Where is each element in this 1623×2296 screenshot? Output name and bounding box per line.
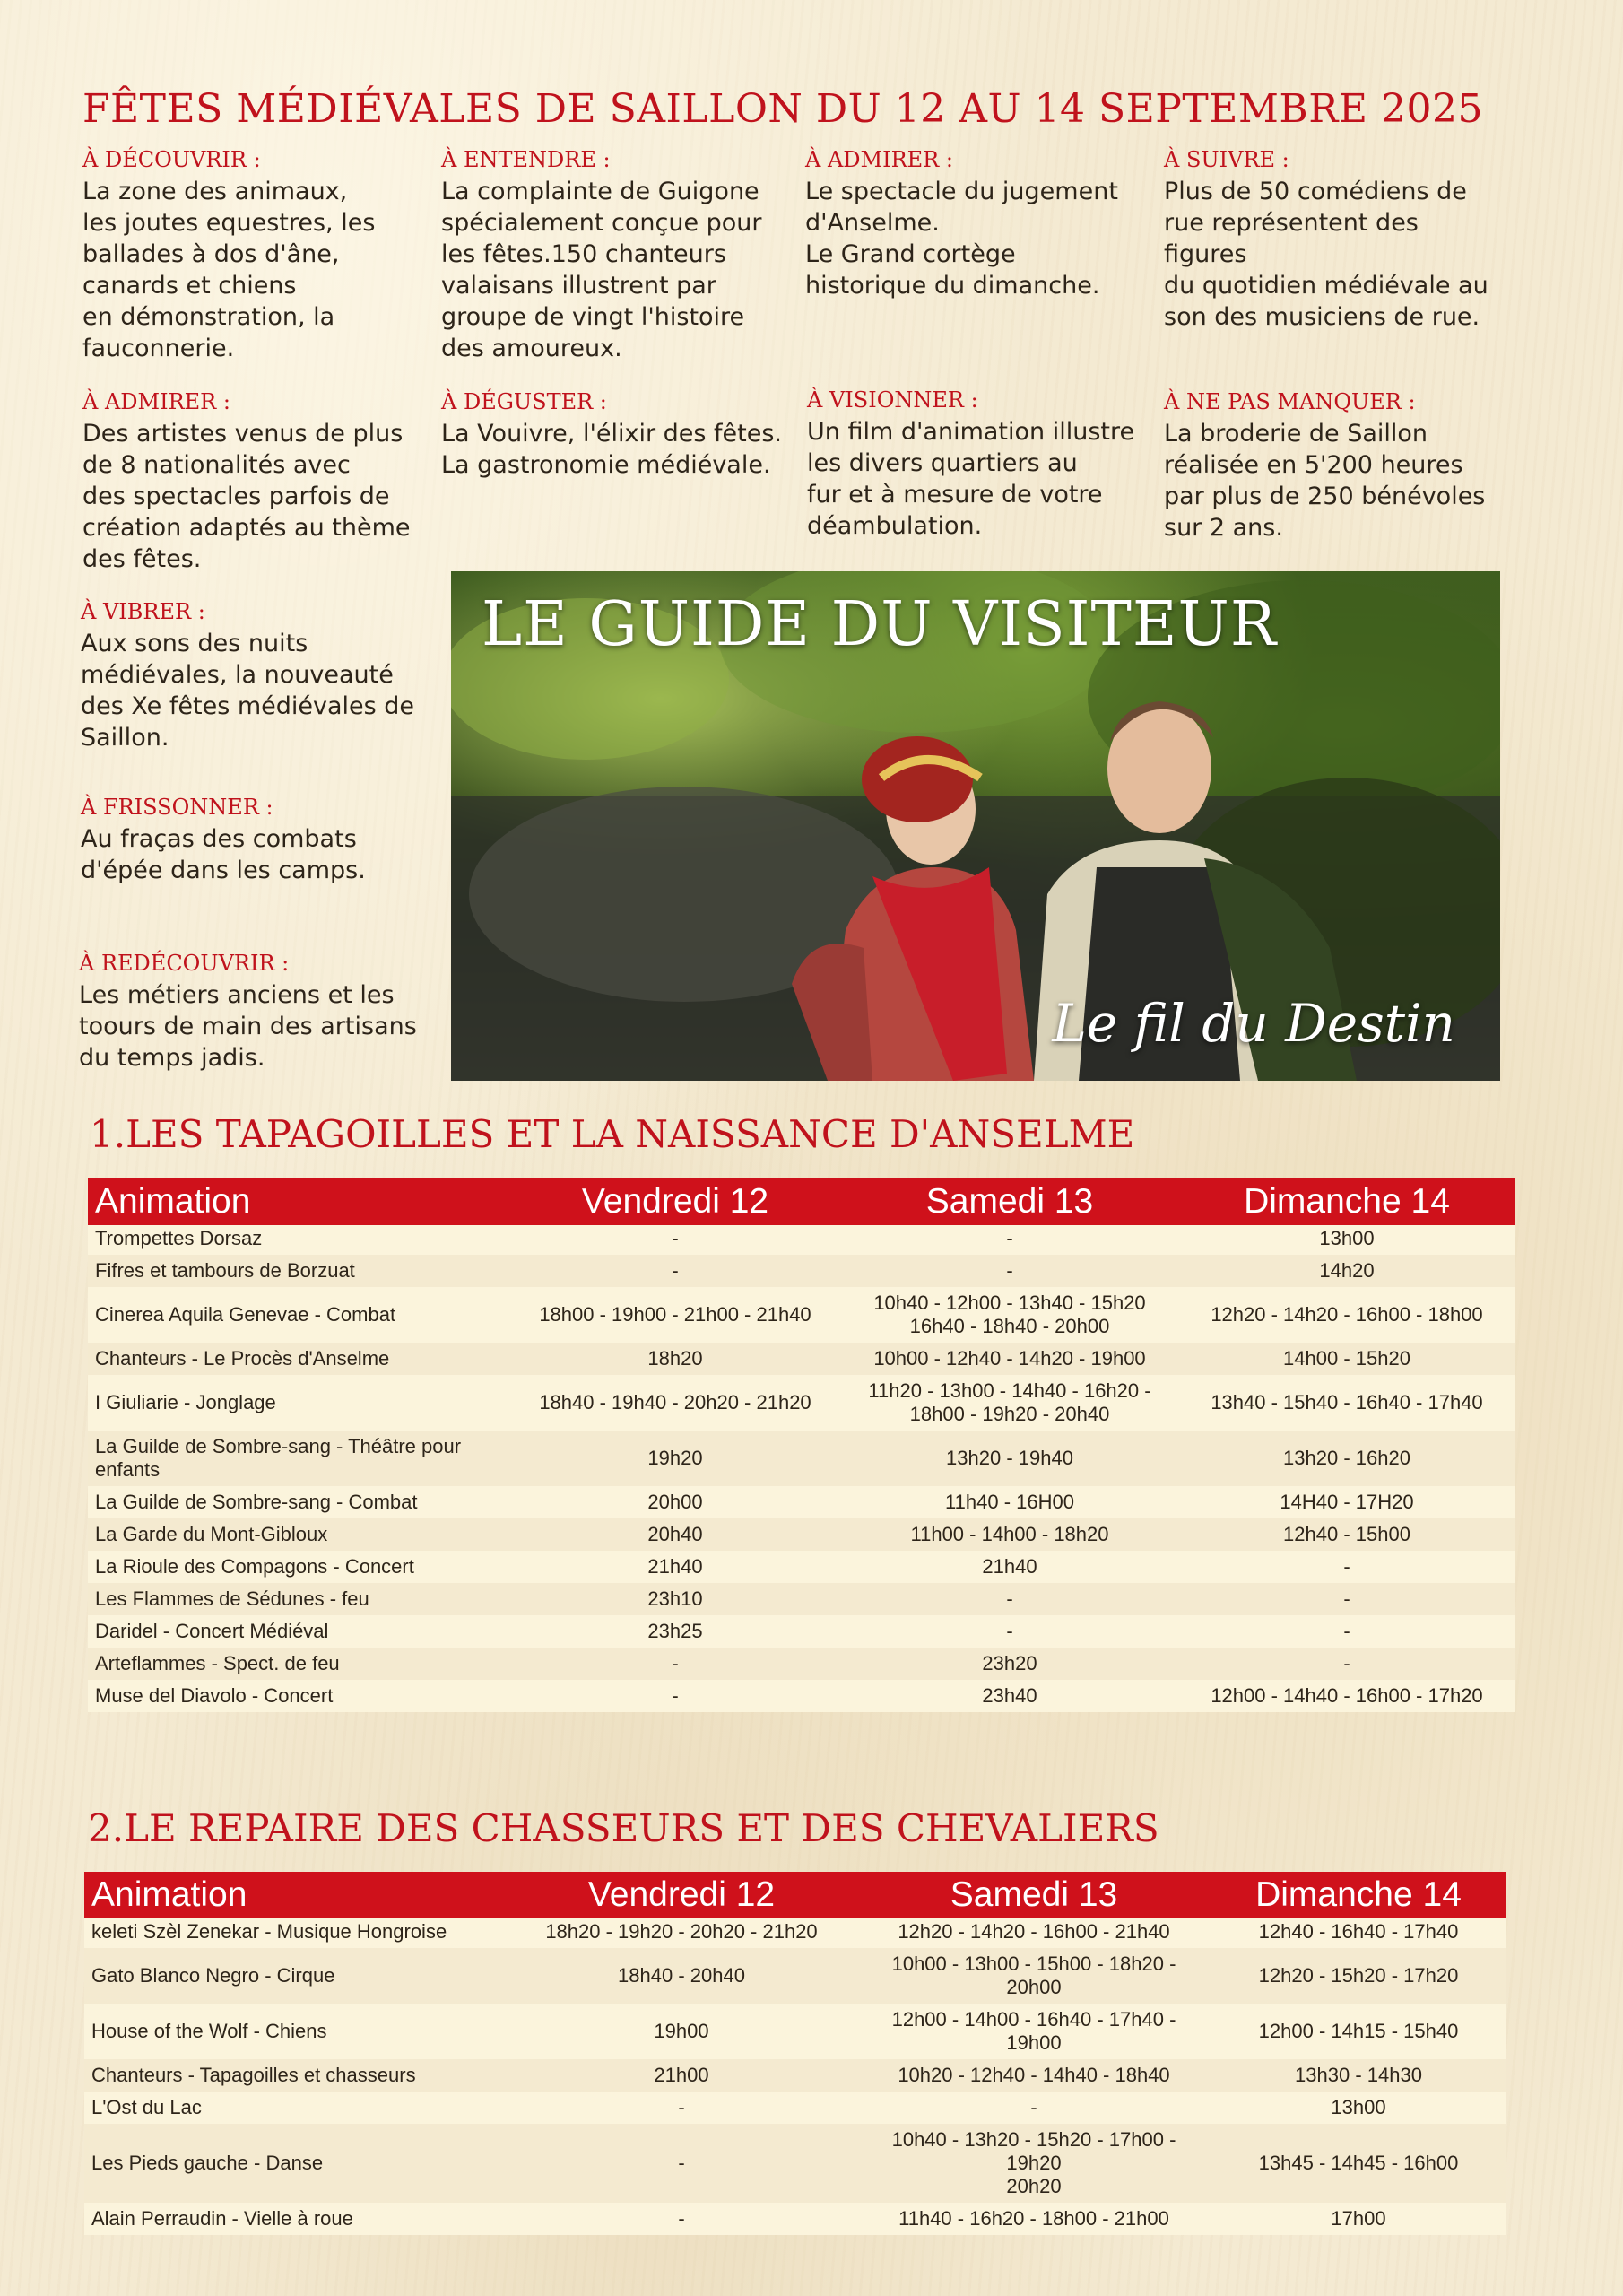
block-text: Les métiers anciens et les toours de main des artisans du temps jadis. (79, 981, 417, 1072)
block-text: La complainte de Guigone spécialement conçue pour les fêtes.150 chanteurs valaisans illustrent par groupe de vingt l'histoire des amoureux. (441, 178, 762, 362)
schedule-time-cell: - (1178, 1583, 1515, 1615)
table-row (88, 1615, 1515, 1648)
table-row (88, 1225, 1515, 1255)
schedule-time-cell: 13h20 - 19h40 (841, 1431, 1178, 1486)
block-text: La Vouivre, l'élixir des fêtes. La gastronomie médiévale. (441, 420, 783, 479)
schedule-time-cell: 10h20 - 12h40 - 14h40 - 18h40 (857, 2059, 1211, 2092)
schedule-time-cell: - (509, 1680, 841, 1712)
schedule-time-cell: 14h20 (1178, 1255, 1515, 1287)
block-heading: À VISIONNER : (807, 387, 978, 413)
schedule-time-cell: 18h00 - 19h00 - 21h00 - 21h40 (509, 1287, 841, 1343)
schedule-time-cell: - (857, 2092, 1211, 2124)
animation-name-cell: Gato Blanco Negro - Cirque (84, 1948, 506, 2004)
block-text: Aux sons des nuits médiévales, la nouveauté des Xe fêtes médiévales de Saillon. (81, 630, 415, 752)
hero-photo (451, 571, 1500, 1081)
animation-name-cell: La Garde du Mont-Gibloux (88, 1518, 509, 1551)
animation-name-cell: Les Flammes de Sédunes - feu (88, 1583, 509, 1615)
block-heading: À FRISSONNER : (81, 795, 273, 820)
animation-name-cell: L'Ost du Lac (84, 2092, 506, 2124)
schedule-time-cell: - (841, 1583, 1178, 1615)
schedule-time-cell: 14H40 - 17H20 (1178, 1486, 1515, 1518)
table-row (88, 1486, 1515, 1518)
table-row (84, 2059, 1506, 2092)
intro-block-entendre (441, 147, 782, 364)
column-header: Vendredi 12 (509, 1178, 841, 1225)
schedule-time-cell: - (841, 1615, 1178, 1648)
block-heading: À ADMIRER : (805, 147, 953, 172)
block-text: Au fraças des combats d'épée dans les camps. (81, 825, 366, 884)
table-row (88, 1551, 1515, 1583)
column-header: Vendredi 12 (506, 1872, 857, 1918)
column-header: Samedi 13 (857, 1872, 1211, 1918)
schedule-time-cell: 13h40 - 15h40 - 16h40 - 17h40 (1178, 1375, 1515, 1431)
animation-name-cell: La Guilde de Sombre-sang - Combat (88, 1486, 509, 1518)
schedule-time-cell: 23h10 (509, 1583, 841, 1615)
animation-name-cell: Cinerea Aquila Genevae - Combat (88, 1287, 509, 1343)
schedule-time-cell: - (506, 2092, 857, 2124)
schedule-time-cell: 21h00 (506, 2059, 857, 2092)
schedule-time-cell: 23h25 (509, 1615, 841, 1648)
schedule-time-cell: 14h00 - 15h20 (1178, 1343, 1515, 1375)
hero-title: LE GUIDE DU VISITEUR (482, 589, 1278, 660)
table-row (84, 2004, 1506, 2059)
section-2-title: 2.LE REPAIRE DES CHASSEURS ET DES CHEVALIERS (88, 1806, 1159, 1850)
intro-block-suivre (1164, 147, 1505, 333)
schedule-time-cell: - (506, 2124, 857, 2203)
table-row (88, 1431, 1515, 1486)
schedule-time-cell: 10h00 - 13h00 - 15h00 - 18h20 - 20h00 (857, 1948, 1211, 2004)
schedule-time-cell: 18h20 - 19h20 - 20h20 - 21h20 (506, 1918, 857, 1948)
schedule-time-cell: 12h20 - 14h20 - 16h00 - 18h00 (1178, 1287, 1515, 1343)
animation-name-cell: Alain Perraudin - Vielle à roue (84, 2203, 506, 2235)
table-row (84, 2124, 1506, 2203)
schedule-time-cell: 12h40 - 15h00 (1178, 1518, 1515, 1551)
schedule-time-cell: 12h40 - 16h40 - 17h40 (1211, 1918, 1506, 1948)
block-heading: À VIBRER : (81, 599, 205, 624)
intro-block-ne-pas-manquer (1164, 389, 1505, 544)
table-row (88, 1287, 1515, 1343)
animation-name-cell: Fifres et tambours de Borzuat (88, 1255, 509, 1287)
animation-name-cell: La Guilde de Sombre-sang - Théâtre pour enfants (88, 1431, 509, 1486)
table-row (84, 2203, 1506, 2235)
intro-block-admirer-1 (805, 147, 1146, 301)
table-row (84, 1918, 1506, 1948)
schedule-time-cell: 18h40 - 19h40 - 20h20 - 21h20 (509, 1375, 841, 1431)
column-header: Samedi 13 (841, 1178, 1178, 1225)
block-text: Plus de 50 comédiens de rue représentent des figures du quotidien médiévale au son des musiciens de rue. (1164, 178, 1488, 331)
animation-name-cell: Chanteurs - Le Procès d'Anselme (88, 1343, 509, 1375)
animation-name-cell: keleti Szèl Zenekar - Musique Hongroise (84, 1918, 506, 1948)
table-row (88, 1648, 1515, 1680)
animation-name-cell: Daridel - Concert Médiéval (88, 1615, 509, 1648)
schedule-time-cell: - (509, 1648, 841, 1680)
schedule-time-cell: 13h20 - 16h20 (1178, 1431, 1515, 1486)
schedule-time-cell: - (506, 2203, 857, 2235)
section-1-title: 1.LES TAPAGOILLES ET LA NAISSANCE D'ANSELME (90, 1112, 1135, 1156)
intro-block-frissonner (81, 795, 421, 886)
schedule-time-cell: - (509, 1225, 841, 1255)
schedule-time-cell: 11h40 - 16h20 - 18h00 - 21h00 (857, 2203, 1211, 2235)
intro-block-visionner (807, 387, 1148, 542)
schedule-time-cell: 12h00 - 14h00 - 16h40 - 17h40 - 19h00 (857, 2004, 1211, 2059)
animation-name-cell: House of the Wolf - Chiens (84, 2004, 506, 2059)
animation-name-cell: La Rioule des Compagons - Concert (88, 1551, 509, 1583)
block-heading: À ADMIRER : (82, 389, 230, 414)
block-text: Un film d'animation illustre les divers quartiers au fur et à mesure de votre déambulation. (807, 418, 1135, 540)
schedule-time-cell: 10h40 - 13h20 - 15h20 - 17h00 - 19h20 20h20 (857, 2124, 1211, 2203)
animation-name-cell: Trompettes Dorsaz (88, 1225, 509, 1255)
intro-block-decouvrir (82, 147, 423, 364)
schedule-time-cell: 11h40 - 16H00 (841, 1486, 1178, 1518)
table-row (84, 2092, 1506, 2124)
block-heading: À SUIVRE : (1164, 147, 1289, 172)
column-header: Dimanche 14 (1178, 1178, 1515, 1225)
animation-name-cell: Les Pieds gauche - Danse (84, 2124, 506, 2203)
schedule-time-cell: 12h20 - 15h20 - 17h20 (1211, 1948, 1506, 2004)
schedule-time-cell: 13h00 (1211, 2092, 1506, 2124)
animation-name-cell: Chanteurs - Tapagoilles et chasseurs (84, 2059, 506, 2092)
table-row (88, 1375, 1515, 1431)
table-row (88, 1518, 1515, 1551)
block-text: La broderie de Saillon réalisée en 5'200 heures par plus de 250 bénévoles sur 2 ans. (1164, 420, 1486, 542)
schedule-time-cell: - (1178, 1551, 1515, 1583)
schedule-table-1 (88, 1178, 1515, 1715)
schedule-time-cell: - (841, 1255, 1178, 1287)
schedule-time-cell: 12h00 - 14h15 - 15h40 (1211, 2004, 1506, 2059)
block-text: La zone des animaux, les joutes equestres, les ballades à dos d'âne, canards et chiens en démonstration, la fauconnerie. (82, 178, 376, 362)
table-header-row (88, 1178, 1515, 1225)
column-header: Animation (88, 1178, 509, 1225)
table-header-row (84, 1872, 1506, 1918)
schedule-time-cell: 10h00 - 12h40 - 14h20 - 19h00 (841, 1343, 1178, 1375)
column-header: Dimanche 14 (1211, 1872, 1506, 1918)
schedule-time-cell: - (1178, 1648, 1515, 1680)
table-row (88, 1583, 1515, 1615)
block-text: Des artistes venus de plus de 8 nationalités avec des spectacles parfois de création adaptés au thème des fêtes. (82, 420, 411, 573)
schedule-time-cell: 11h20 - 13h00 - 14h40 - 16h20 - 18h00 - 19h20 - 20h40 (841, 1375, 1178, 1431)
animation-name-cell: Muse del Diavolo - Concert (88, 1680, 509, 1712)
intro-block-admirer-2 (82, 389, 423, 575)
schedule-time-cell: 19h00 (506, 2004, 857, 2059)
schedule-time-cell: 21h40 (509, 1551, 841, 1583)
schedule-time-cell: 13h45 - 14h45 - 16h00 (1211, 2124, 1506, 2203)
hero-subtitle: Le fil du Destin (1052, 993, 1455, 1054)
schedule-time-cell: 13h00 (1178, 1225, 1515, 1255)
schedule-time-cell: 10h40 - 12h00 - 13h40 - 15h20 16h40 - 18h40 - 20h00 (841, 1287, 1178, 1343)
schedule-time-cell: 13h30 - 14h30 (1211, 2059, 1506, 2092)
schedule-time-cell: 23h40 (841, 1680, 1178, 1712)
schedule-time-cell: 23h20 (841, 1648, 1178, 1680)
schedule-time-cell: 12h20 - 14h20 - 16h00 - 21h40 (857, 1918, 1211, 1948)
table-row (88, 1343, 1515, 1375)
schedule-time-cell: 18h20 (509, 1343, 841, 1375)
block-heading: À REDÉCOUVRIR : (79, 951, 290, 976)
schedule-time-cell: 20h40 (509, 1518, 841, 1551)
block-heading: À DÉCOUVRIR : (82, 147, 261, 172)
schedule-time-cell: - (841, 1225, 1178, 1255)
table-row (88, 1680, 1515, 1712)
table-row (84, 1948, 1506, 2004)
schedule-time-cell: 17h00 (1211, 2203, 1506, 2235)
block-heading: À NE PAS MANQUER : (1164, 389, 1416, 414)
schedule-time-cell: 18h40 - 20h40 (506, 1948, 857, 2004)
block-heading: À DÉGUSTER : (441, 389, 607, 414)
schedule-time-cell: 20h00 (509, 1486, 841, 1518)
table-row (88, 1255, 1515, 1287)
block-text: Le spectacle du jugement d'Anselme. Le Grand cortège historique du dimanche. (805, 178, 1118, 300)
schedule-time-cell: 21h40 (841, 1551, 1178, 1583)
schedule-table-2 (84, 1872, 1506, 2238)
schedule-time-cell: 19h20 (509, 1431, 841, 1486)
animation-name-cell: Arteflammes - Spect. de feu (88, 1648, 509, 1680)
schedule-time-cell: 11h00 - 14h00 - 18h20 (841, 1518, 1178, 1551)
intro-block-vibrer (81, 599, 421, 753)
intro-block-deguster (441, 389, 800, 481)
schedule-time-cell: - (1178, 1615, 1515, 1648)
schedule-time-cell: - (509, 1255, 841, 1287)
schedule-time-cell: 12h00 - 14h40 - 16h00 - 17h20 (1178, 1680, 1515, 1712)
page-title: FÊTES MÉDIÉVALES DE SAILLON DU 12 AU 14 SEPTEMBRE 2025 (82, 86, 1483, 132)
intro-block-redecouvrir (79, 951, 420, 1074)
block-heading: À ENTENDRE : (441, 147, 611, 172)
column-header: Animation (84, 1872, 506, 1918)
animation-name-cell: I Giuliarie - Jonglage (88, 1375, 509, 1431)
